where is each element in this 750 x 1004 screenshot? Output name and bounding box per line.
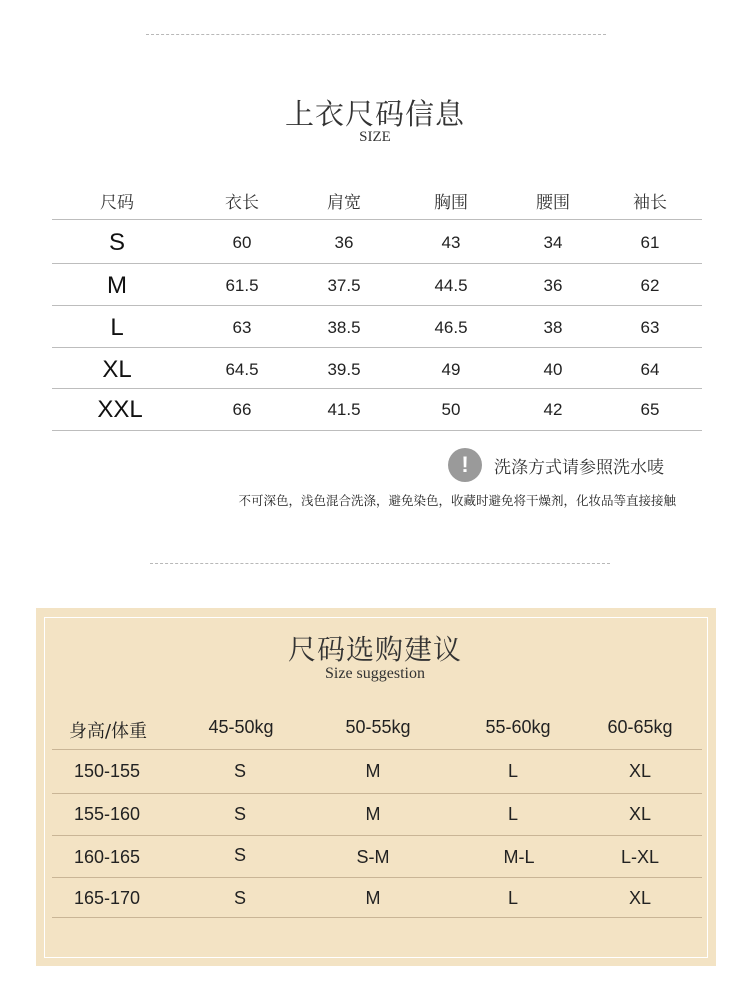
care-note: 不可深色，浅色混合洗涤，避免染色，收藏时避免将干燥剂，化妆品等直接接触	[238, 493, 676, 508]
size-cell: L-XL	[620, 847, 660, 867]
height-range: 165-170	[73, 888, 141, 908]
middle-divider	[150, 563, 610, 564]
header-size: 尺码	[100, 193, 134, 213]
size-cell: M	[365, 804, 381, 824]
size-cell: XL	[628, 804, 652, 824]
size-cell: L	[507, 888, 519, 908]
cell-value: 46.5	[434, 318, 468, 337]
cell-value: 66	[232, 400, 252, 419]
size-cell: S	[233, 804, 247, 824]
height-range: 160-165	[73, 847, 141, 867]
header-weight: 60-65kg	[607, 717, 673, 737]
exclamation-icon: !	[448, 448, 482, 482]
size-cell: M	[365, 761, 381, 781]
top-divider	[146, 34, 606, 35]
size-cell: XL	[628, 888, 652, 908]
size-label: XXL	[97, 396, 143, 423]
cell-value: 63	[232, 318, 252, 337]
cell-value: 39.5	[327, 360, 361, 379]
height-range: 150-155	[73, 761, 141, 781]
size-label: L	[110, 314, 124, 341]
header-weight: 50-55kg	[345, 717, 411, 737]
header-height-weight: 身高/体重	[68, 721, 148, 742]
cell-value: 36	[543, 276, 563, 295]
header-waist: 腰围	[536, 193, 570, 213]
cell-value: 65	[640, 400, 660, 419]
cell-value: 61.5	[225, 276, 259, 295]
cell-value: 36	[334, 233, 354, 252]
cell-value: 64.5	[225, 360, 259, 379]
row-divider	[52, 388, 702, 389]
size-cell: L	[507, 804, 519, 824]
size-label: S	[108, 229, 125, 256]
row-divider	[52, 430, 702, 431]
cell-value: 60	[232, 233, 252, 252]
row-divider	[52, 877, 702, 878]
header-weight: 45-50kg	[208, 717, 274, 737]
cell-value: 49	[441, 360, 461, 379]
cell-value: 42	[543, 400, 563, 419]
row-divider	[52, 749, 702, 750]
size-cell: S	[233, 888, 247, 908]
header-shoulder: 肩宽	[327, 193, 361, 213]
size-cell: M	[365, 888, 381, 908]
row-divider	[52, 835, 702, 836]
size-cell: S	[233, 845, 247, 865]
size-cell: M-L	[503, 847, 535, 867]
row-divider	[52, 219, 702, 220]
cell-value: 50	[441, 400, 461, 419]
size-cell: S-M	[356, 847, 390, 867]
size-cell: XL	[628, 761, 652, 781]
row-divider	[52, 793, 702, 794]
cell-value: 63	[640, 318, 660, 337]
cell-value: 41.5	[327, 400, 361, 419]
size-label: XL	[102, 356, 132, 383]
suggestion-subtitle: Size suggestion	[325, 665, 425, 682]
suggestion-title: 尺码选购建议	[287, 633, 462, 666]
row-divider	[52, 347, 702, 348]
size-info-title: 上衣尺码信息	[284, 97, 465, 131]
row-divider	[52, 917, 702, 918]
size-label: M	[107, 272, 127, 299]
cell-value: 38	[543, 318, 563, 337]
row-divider	[52, 263, 702, 264]
height-range: 155-160	[73, 804, 141, 824]
cell-value: 61	[640, 233, 660, 252]
cell-value: 64	[640, 360, 660, 379]
size-cell: L	[507, 761, 519, 781]
cell-value: 62	[640, 276, 660, 295]
header-chest: 胸围	[434, 193, 468, 213]
cell-value: 38.5	[327, 318, 361, 337]
size-info-subtitle: SIZE	[359, 129, 391, 145]
care-label: 洗涤方式请参照洗水唛	[494, 458, 664, 478]
cell-value: 34	[543, 233, 563, 252]
row-divider	[52, 305, 702, 306]
cell-value: 44.5	[434, 276, 468, 295]
cell-value: 40	[543, 360, 563, 379]
cell-value: 37.5	[327, 276, 361, 295]
size-cell: S	[233, 761, 247, 781]
header-length: 衣长	[225, 193, 259, 213]
header-sleeve: 袖长	[633, 193, 667, 213]
cell-value: 43	[441, 233, 461, 252]
header-weight: 55-60kg	[485, 717, 551, 737]
